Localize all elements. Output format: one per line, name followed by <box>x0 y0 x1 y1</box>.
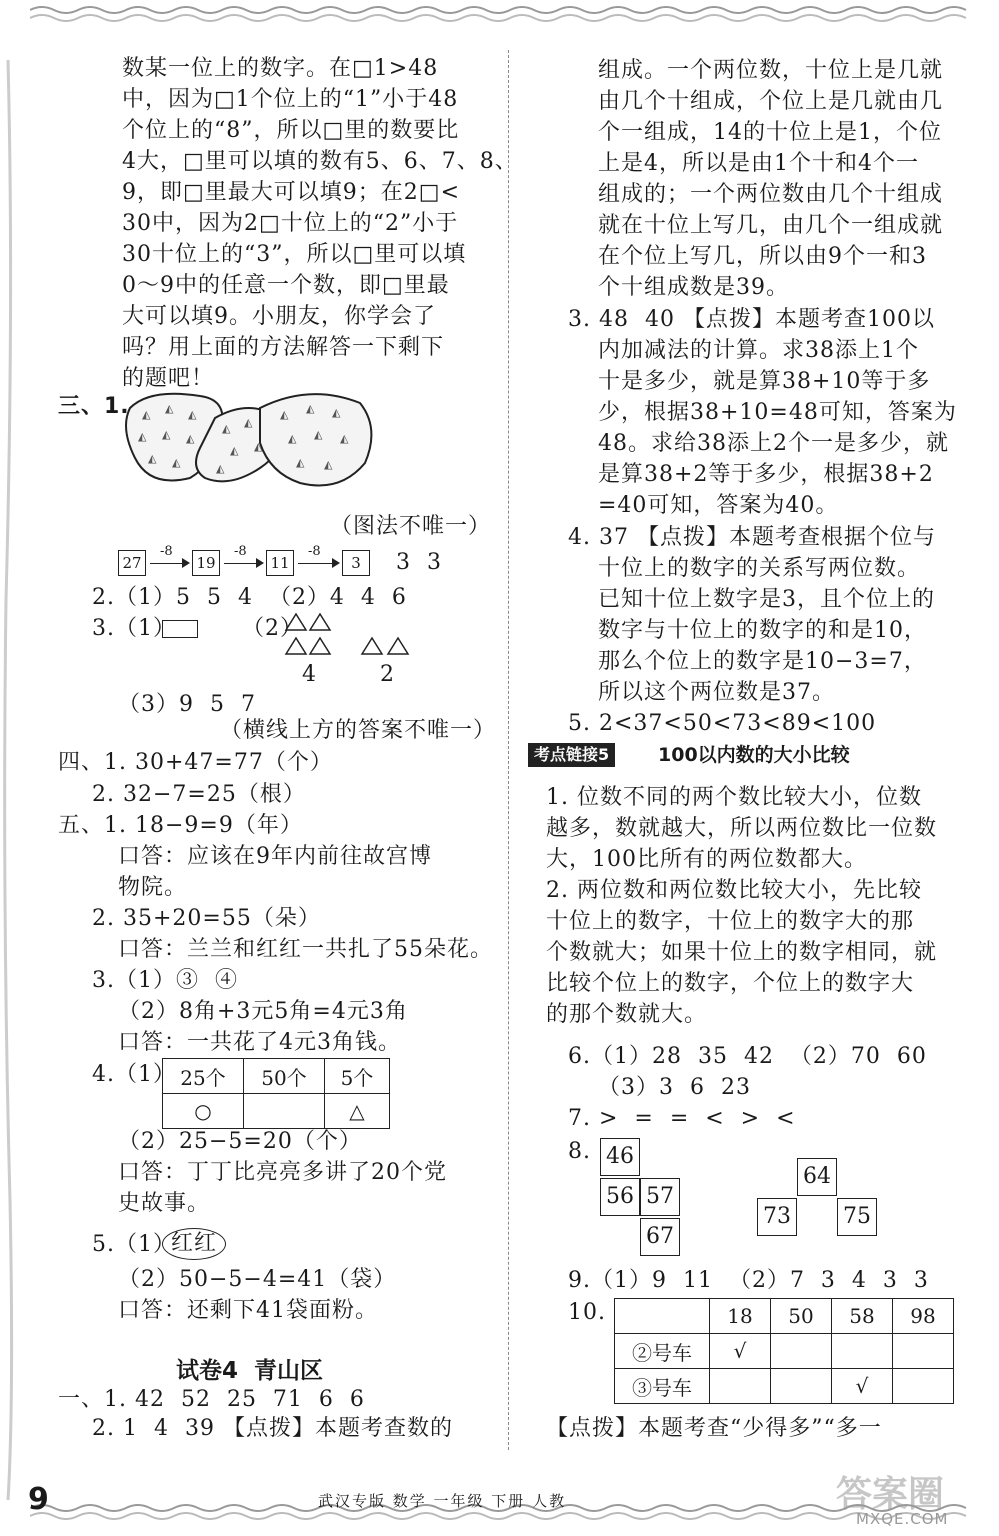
answer-text: 口答：兰兰和红红一共扎了55朵花。 <box>118 937 493 962</box>
triangle-count: 2 <box>380 662 395 687</box>
arrow-right-icon <box>224 563 262 564</box>
answer-text: 口答：丁丁比亮亮多讲了20个党 <box>118 1160 447 1185</box>
svg-text:◭: ◭ <box>138 430 147 443</box>
paper-4-title: 试卷4 青山区 <box>176 1358 324 1384</box>
text-line: 的那个数就大。 <box>546 1002 708 1027</box>
table-cell: 50个 <box>244 1059 325 1094</box>
table-cell: √ <box>832 1369 893 1404</box>
svg-text:◭: ◭ <box>244 416 253 429</box>
step-label: -8 <box>308 544 321 559</box>
paper-4-q1: 一、1. 42 52 25 71 6 6 <box>58 1387 365 1412</box>
section-five-q4: 4.（1） <box>92 1062 176 1087</box>
answer-q5: 5. 2<37<50<73<89<100 <box>568 711 877 736</box>
answer-q3-note: （横线上方的答案不唯一） <box>220 718 497 743</box>
text-line: 3. 48 40 【点拨】本题考查100以 <box>568 307 935 332</box>
answer-q3-part2: （2） <box>242 616 303 641</box>
intro-line: 的题吧！ <box>122 366 215 391</box>
answer-q3-label: 3.（1） <box>92 616 176 641</box>
text-line: 十是多少，就是算38+10等于多 <box>598 369 931 394</box>
text-line: 48。求给38添上2个一是多少，就 <box>598 431 949 456</box>
answer-text: （2）50−5−4=41（袋） <box>118 1267 397 1292</box>
text-line: 已知十位上数字是3，且个位上的 <box>598 587 935 612</box>
svg-text:◭: ◭ <box>148 452 157 465</box>
section-four-q2: 2. 32−7=25（根） <box>92 782 306 807</box>
intro-line: 30中，因为2□十位上的“2”小于 <box>122 211 459 236</box>
sequence-box: 11 <box>266 550 294 576</box>
footer-text: 武汉专版 数学 一年级 下册 人教 <box>318 1492 567 1510</box>
svg-text:◭: ◭ <box>188 408 197 421</box>
svg-text:◭: ◭ <box>280 408 289 421</box>
triangle-shapes <box>282 612 422 658</box>
svg-text:◭: ◭ <box>254 440 263 453</box>
intro-line: 大可以填9。小朋友，你学会了 <box>122 304 436 329</box>
column-divider <box>508 50 509 1450</box>
grid-cell: 73 <box>757 1198 797 1236</box>
text-line: 由几个十组成，个位上是几就由几 <box>598 89 944 114</box>
sequence-tail: 3 3 <box>396 550 442 575</box>
svg-text:◭: ◭ <box>222 422 231 435</box>
table-cell: ③号车 <box>615 1369 710 1404</box>
intro-line: 0～9中的任意一个数，即□里最 <box>122 273 450 298</box>
figure-note: （图法不唯一） <box>330 514 492 539</box>
intro-line: 数某一位上的数字。在□1>48 <box>122 56 439 81</box>
svg-text:◭: ◭ <box>288 432 297 445</box>
table-cell <box>710 1369 771 1404</box>
answer-q7: 7. > = = < > < <box>568 1106 796 1131</box>
answer-q3-part3: （3）9 5 7 <box>118 692 256 717</box>
text-line: 在个位上写几，所以由9个一和3 <box>598 244 927 269</box>
answer-q2: 2.（1）5 5 4 （2）4 4 6 <box>92 585 407 610</box>
text-line: 个十组成数是39。 <box>598 275 789 300</box>
table-cell <box>893 1334 954 1369</box>
tip-text: 【点拨】本题考查“少得多”“多一 <box>546 1416 882 1441</box>
table-cell <box>832 1334 893 1369</box>
svg-text:◭: ◭ <box>165 402 174 415</box>
intro-line: 吗？用上面的方法解答一下剩下 <box>122 335 445 360</box>
left-edge-decoration <box>0 0 22 1536</box>
text-line: 十位上的数字，十位上的数字大的那 <box>546 909 915 934</box>
answer-q8-label: 8. <box>568 1139 591 1164</box>
text-line: 就在十位上写几，由几个一组成就 <box>598 213 944 238</box>
triangle-count: 4 <box>302 662 317 687</box>
text-line: 所以这个两位数是37。 <box>598 680 835 705</box>
section-five-q3: 3.（1）③ ④ <box>92 968 238 993</box>
table-cell: 50 <box>771 1299 832 1334</box>
answer-text: （2）8角+3元5角=4元3角 <box>118 999 408 1024</box>
text-line: 比较个位上的数字，个位上的数字大 <box>546 971 915 996</box>
svg-text:◭: ◭ <box>172 456 181 469</box>
answer-text: 史故事。 <box>118 1191 211 1216</box>
text-line: 越多，数就越大，所以两位数比一位数 <box>546 816 938 841</box>
text-line: 个数就大；如果十位上的数字相同，就 <box>546 940 938 965</box>
table-cell: △ <box>325 1094 390 1129</box>
svg-text:◭: ◭ <box>162 428 171 441</box>
text-line: 4. 37 【点拨】本题考查根据个位与 <box>568 525 936 550</box>
svg-text:◭: ◭ <box>230 444 239 457</box>
answer-text: 口答：应该在9年内前往故宫博 <box>118 844 432 869</box>
svg-text:◭: ◭ <box>306 402 315 415</box>
svg-text:◭: ◭ <box>332 406 341 419</box>
intro-line: 4大，□里可以填的数有5、6、7、8、 <box>122 149 518 174</box>
table-cell <box>615 1299 710 1334</box>
watermark-logo: 答案圈 <box>836 1474 945 1515</box>
text-line: 1. 位数不同的两个数比较大小，位数 <box>546 785 922 810</box>
text-line: 少，根据38+10=48可知，答案为 <box>598 400 957 425</box>
text-line: 是算38+2等于多少，根据38+2 <box>598 462 934 487</box>
key-point-tag: 考点链接5 <box>528 743 615 767</box>
svg-text:◭: ◭ <box>340 432 349 445</box>
answer-text: 物院。 <box>118 875 188 900</box>
answer-q10-label: 10. <box>568 1300 606 1325</box>
text-line: =40可知，答案为40。 <box>598 493 839 518</box>
sequence-box: 3 <box>342 550 370 576</box>
text-line: 组成。一个两位数，十位上是几就 <box>598 58 944 83</box>
table-cell <box>893 1369 954 1404</box>
circled-answer: 红红 <box>162 1228 226 1260</box>
page-number: 9 <box>28 1482 49 1517</box>
table-cell <box>771 1334 832 1369</box>
answer-table-10 <box>614 1298 954 1404</box>
section-four-q1: 四、1. 30+47=77（个） <box>58 750 333 775</box>
intro-line: 9，即□里最大可以填9；在2□< <box>122 180 460 205</box>
table-cell: 25个 <box>163 1059 244 1094</box>
text-line: 上是4，所以是由1个十和4个一 <box>598 151 919 176</box>
answer-text: 口答：还剩下41袋面粉。 <box>118 1298 378 1323</box>
table-cell: √ <box>710 1334 771 1369</box>
arrow-right-icon <box>150 563 188 564</box>
text-line: 数字与十位上的数字的和是10， <box>598 618 927 643</box>
table-cell <box>771 1369 832 1404</box>
shuttlecock-grouping-figure <box>120 388 382 498</box>
svg-text:◭: ◭ <box>296 456 305 469</box>
answer-text: 口答：一共花了4元3角钱。 <box>118 1030 401 1055</box>
grid-cell: 57 <box>640 1178 680 1216</box>
text-line: 内加减法的计算。求38添上1个 <box>598 338 919 363</box>
grid-cell: 46 <box>600 1138 640 1176</box>
table-cell: 98 <box>893 1299 954 1334</box>
svg-text:◭: ◭ <box>216 462 225 475</box>
paper-4-q2: 2. 1 4 39 【点拨】本题考查数的 <box>92 1416 453 1441</box>
table-cell: 5个 <box>325 1059 390 1094</box>
arrow-right-icon <box>298 563 338 564</box>
watermark-url: MXQE.COM <box>856 1510 949 1528</box>
answer-q9: 9.（1）9 11 （2）7 3 4 3 3 <box>568 1268 929 1293</box>
intro-line: 30十位上的“3”，所以□里可以填 <box>122 242 467 267</box>
text-line: 那么个位上的数字是10−3=7， <box>598 649 927 674</box>
top-wave-border <box>30 2 980 28</box>
key-point-title: 100以内数的大小比较 <box>658 744 850 766</box>
section-five-q2: 2. 35+20=55（朵） <box>92 906 321 931</box>
table-cell: 18 <box>710 1299 771 1334</box>
text-line: 个一组成，14的十位上是1，个位 <box>598 120 942 145</box>
svg-text:◭: ◭ <box>142 408 151 421</box>
intro-line: 个位上的“8”，所以□里的数要比 <box>122 118 460 143</box>
intro-line: 中，因为□1个位上的“1”小于48 <box>122 87 459 112</box>
sequence-box: 27 <box>118 550 146 576</box>
answer-q6b: （3）3 6 23 <box>598 1075 751 1100</box>
table-cell: 58 <box>832 1299 893 1334</box>
text-line: 十位上的数字的关系写两位数。 <box>598 556 921 581</box>
answer-q6a: 6.（1）28 35 42 （2）70 60 <box>568 1044 927 1069</box>
grid-cell: 64 <box>797 1158 837 1196</box>
rectangle-shape <box>162 620 198 638</box>
step-label: -8 <box>234 544 247 559</box>
table-cell: ○ <box>163 1094 244 1129</box>
table-cell: ②号车 <box>615 1334 710 1369</box>
text-line: 2. 两位数和两位数比较大小，先比较 <box>546 878 922 903</box>
table-cell <box>244 1094 325 1129</box>
grid-cell: 56 <box>600 1178 640 1216</box>
answer-text: （2）25−5=20（个） <box>118 1129 362 1154</box>
svg-text:◭: ◭ <box>324 458 333 471</box>
step-label: -8 <box>160 544 173 559</box>
grid-cell: 75 <box>837 1198 877 1236</box>
grid-cell: 67 <box>640 1218 680 1256</box>
svg-text:◭: ◭ <box>186 432 195 445</box>
text-line: 组成的；一个两位数由几个十组成 <box>598 182 944 207</box>
section-five-q1: 五、1. 18−9=9（年） <box>58 813 303 838</box>
text-line: 大，100比所有的两位数都大。 <box>546 847 867 872</box>
sequence-box: 19 <box>192 550 220 576</box>
section-three-label: 三、1. <box>58 394 130 419</box>
answer-table-4 <box>162 1058 390 1129</box>
svg-text:◭: ◭ <box>314 428 323 441</box>
section-five-q5: 5.（1） <box>92 1232 176 1257</box>
watermark <box>836 1466 949 1528</box>
